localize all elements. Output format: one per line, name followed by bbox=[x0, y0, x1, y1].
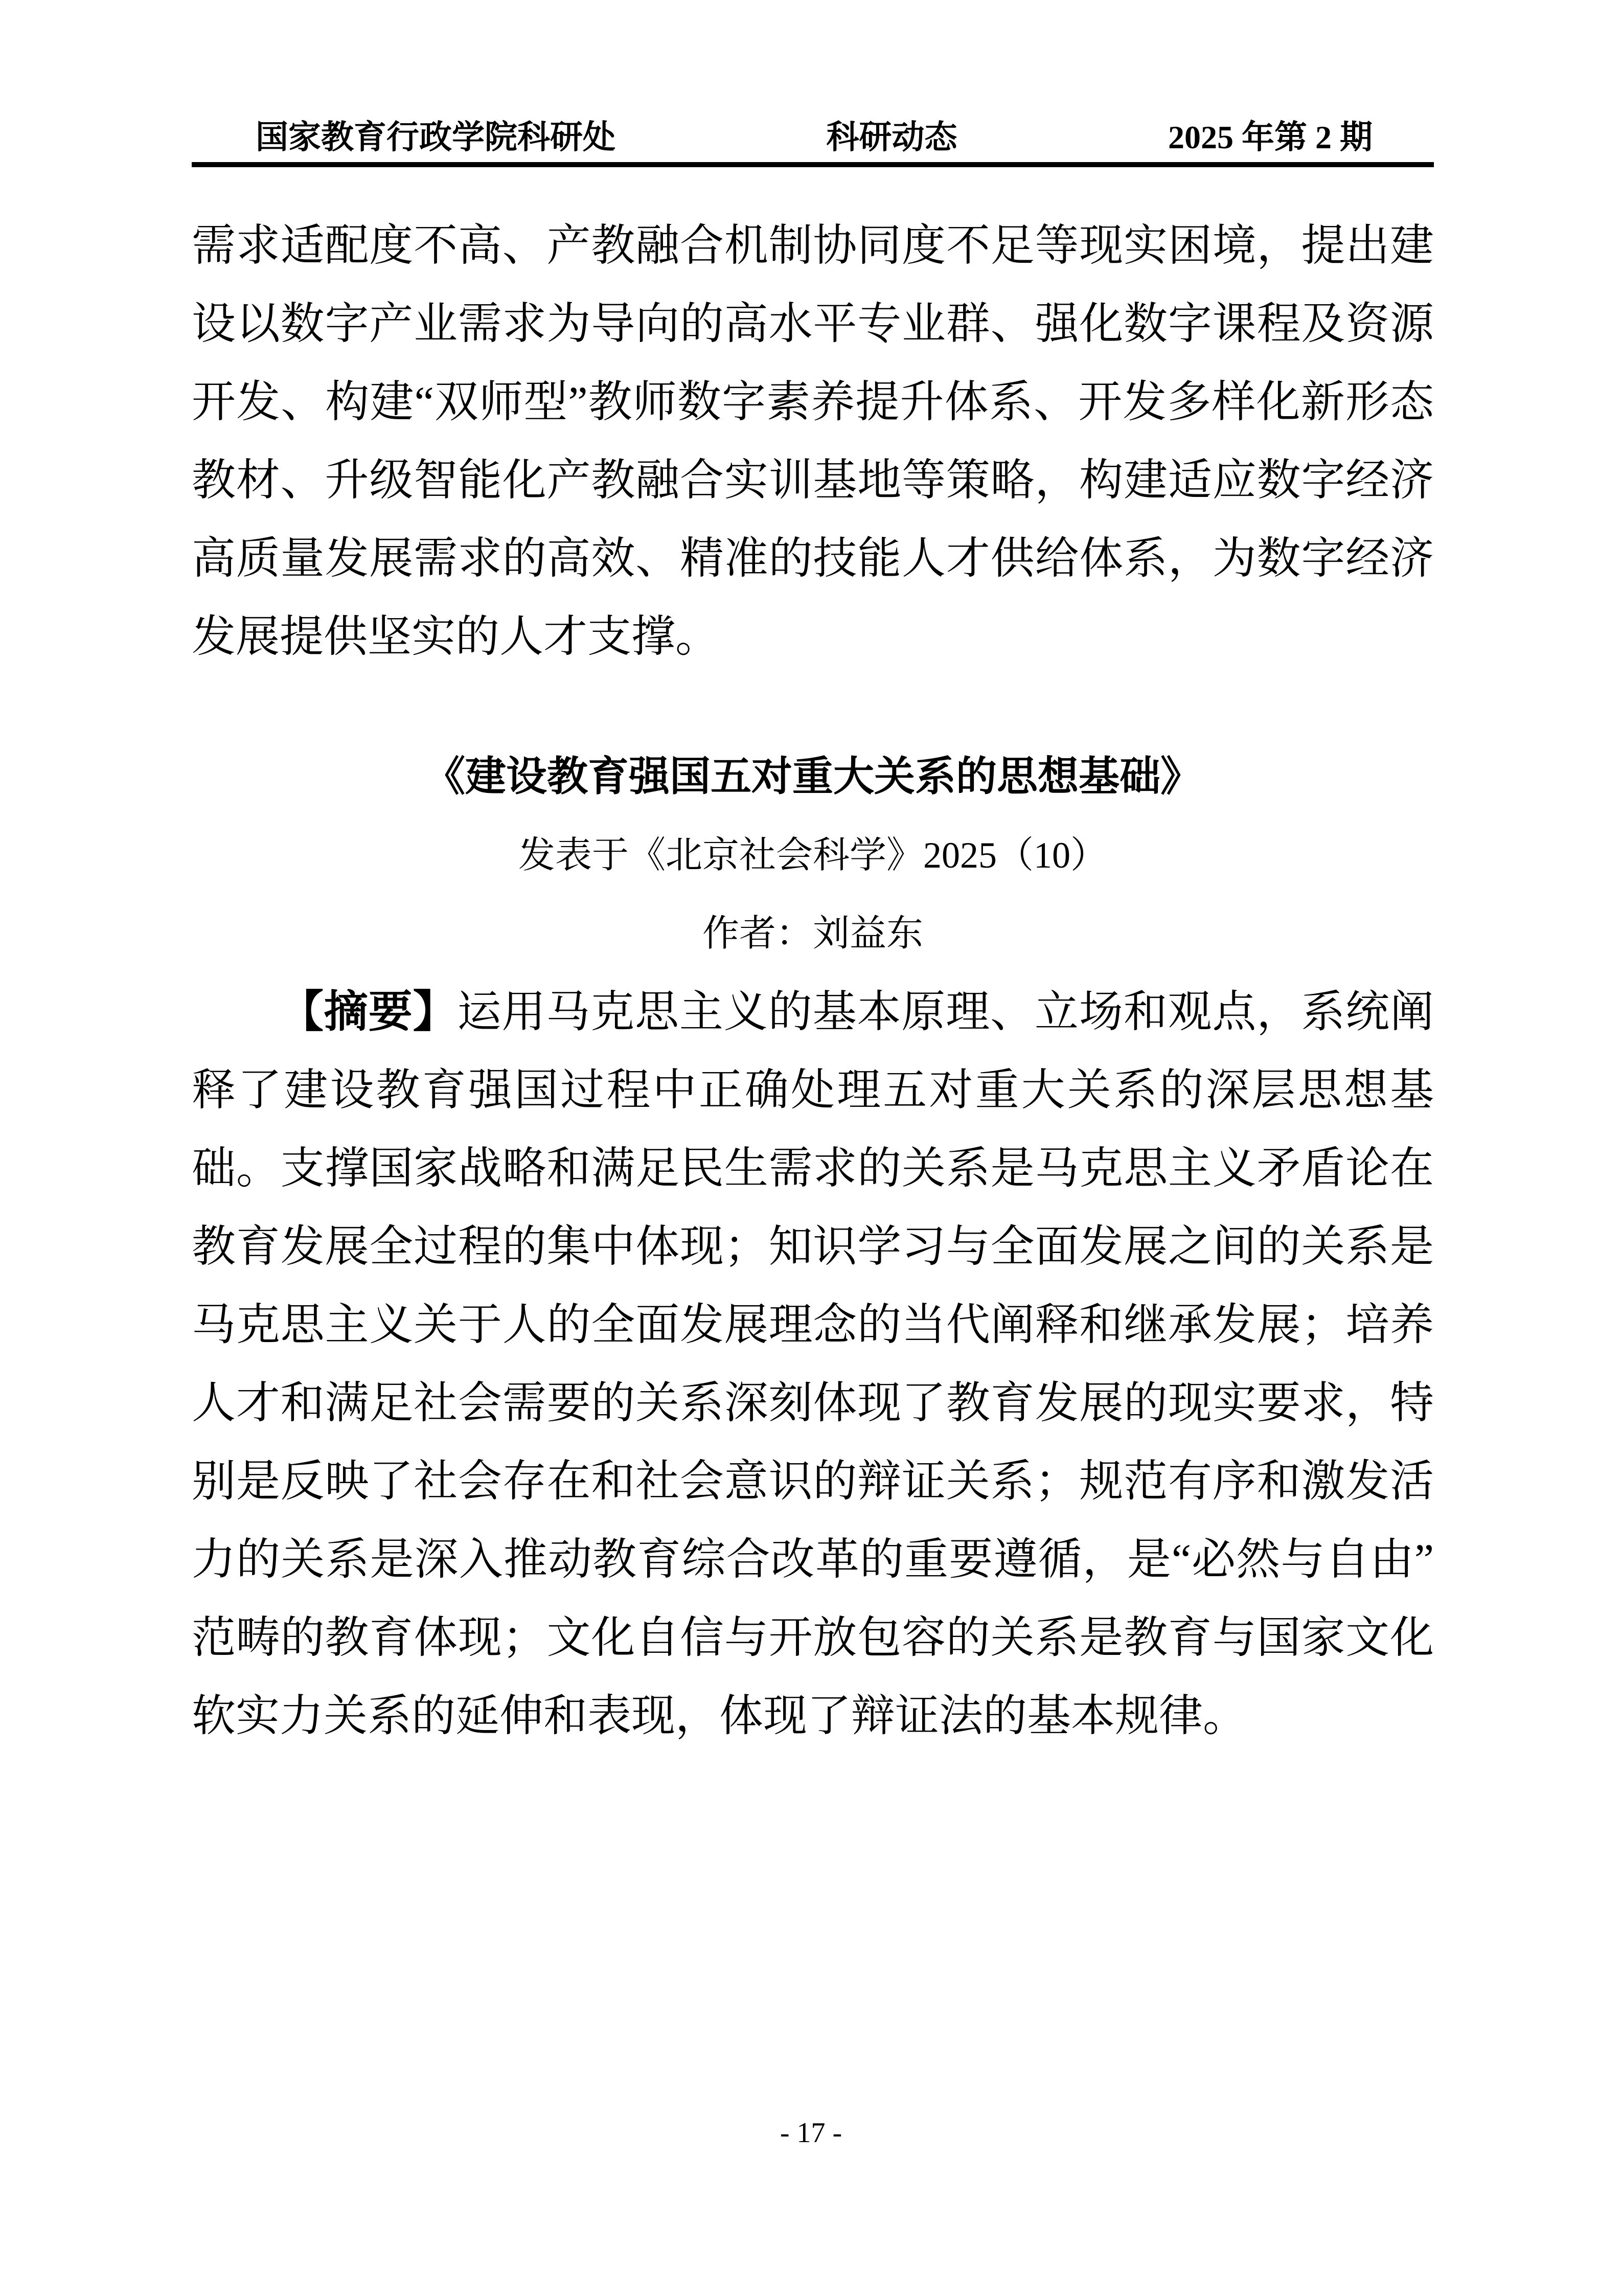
continued-paragraph: 需求适配度不高、产教融合机制协同度不足等现实困境，提出建设以数字产业需求为导向的高水平专业群、强化数字课程及资源开发、构建“双师型”教师数字素养提升体系、开发多样化新形态教材、升级智能化产教融合实训基地等策略，构建适应数字经济高质量发展需求的高效、精准的技能人才供给体系，为数字经济发展提供坚实的人才支撑。 bbox=[192, 221, 1434, 661]
header-publication-title: 科研动态 bbox=[826, 119, 957, 155]
abstract-paragraph bbox=[192, 973, 1434, 1755]
header-issue: 2025 年第 2 期 bbox=[1168, 119, 1373, 155]
page-number: - 17 - bbox=[780, 2117, 842, 2149]
header-rule bbox=[192, 162, 1434, 167]
article-title: 《建设教育强国五对重大关系的思想基础》 bbox=[424, 755, 1201, 800]
page-header bbox=[192, 120, 1434, 155]
abstract-text: 运用马克思主义的基本原理、立场和观点，系统阐释了建设教育强国过程中正确处理五对重大关系的深层思想基础。支撑国家战略和满足民生需求的关系是马克思主义矛盾论在教育发展全过程的集中体现；知识学习与全面发展之间的关系是马克思主义关于人的全面发展理念的当代阐释和继承发展；培养人才和满足社会需要的关系深刻体现了教育发展的现实要求，特别是反映了社会存在和社会意识的辩证关系；规范有序和激发活力的关系是深入推动教育综合改革的重要遵循，是“必然与自由”范畴的教育体现；文化自信与开放包容的关系是教育与国家文化软实力关系的延伸和表现，体现了辩证法的基本规律。 bbox=[192, 987, 1434, 1740]
author-line: 作者：刘益东 bbox=[702, 913, 923, 954]
header-institution: 国家教育行政学院科研处 bbox=[256, 119, 615, 155]
abstract-label: 【摘要】 bbox=[280, 987, 458, 1036]
publication-line: 发表于《北京社会科学》2025（10） bbox=[518, 835, 1107, 876]
